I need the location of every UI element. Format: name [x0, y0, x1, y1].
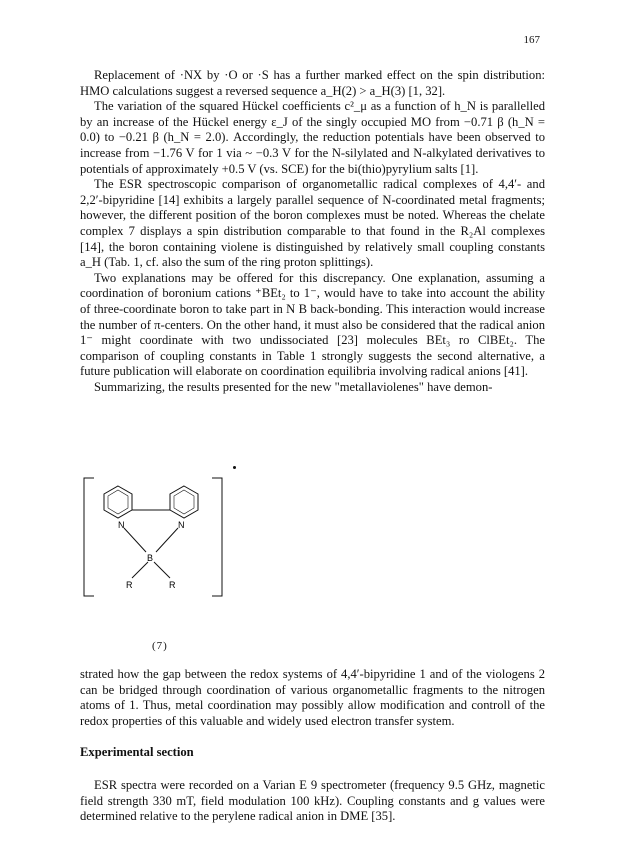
paragraph: The ESR spectroscopic comparison of organometallic radical complexes of 4,4′- and 2,2′-bipyridine [14] exhibits a largely parallel sequence of N-coordinated metal fragments; however, the different position of the boron complexes must be noted. Whereas the chelate complex 7 displays a spin distribution comparable to that found in the R₂Al complexes [14], the boron containing violene is distinguished by relatively small coupling constants a_H (Tab. 1, cf. also the sum of the ring proton splittings). — [80, 177, 545, 270]
paragraph: Summarizing, the results presented for the new "metallaviolenes" have demon- — [94, 379, 493, 394]
paragraph: The variation of the squared Hückel coefficients c²_μ as a function of h_N is parallelled by an increase of the Hückel energy ε_J of the singly occupied MO from −0.71 β (h_N = 0.0) to −0.21 β (h_N = 2.0). Accordingly, the reduction potentials have been observed to increase from −1.76 V for 1 via ~ −0.3 V for the N-silylated and N-alkylated derivatives to potentials of approximately +0.5 V (vs. SCE) for the bi(thio)pyrylium salts [1]. — [80, 99, 545, 176]
nitrogen-left-label: N — [118, 520, 125, 530]
r-left-label: R — [126, 580, 133, 590]
main-text — [80, 68, 545, 395]
page-number: 167 — [523, 34, 540, 46]
nitrogen-right-label: N — [178, 520, 185, 530]
r-right-label: R — [169, 580, 176, 590]
boron-label: B — [147, 553, 154, 563]
continuation-text — [80, 667, 545, 729]
experimental-text — [80, 778, 545, 825]
paragraph: ESR spectra were recorded on a Varian E 9 spectrometer (frequency 9.5 GHz, magnetic field strength 330 mT, field modulation 100 kHz). Coupling constants and g values were determined relative to the perylene radical anion in DME [35]. — [80, 778, 545, 824]
chemical-structure-7 — [80, 466, 240, 656]
paragraph: Replacement of ·NX by ·O or ·S has a further marked effect on the spin distribution: HMO calculations suggest a reversed sequence a_H(2) > a_H(3) [1, 32]. — [80, 68, 545, 98]
compound-label: (7) — [152, 640, 168, 652]
paragraph: strated how the gap between the redox systems of 4,4′-bipyridine 1 and of the viologens 2 can be bridged through coordination of various organometallic fragments to the nitrogen atoms of 1. Thus, metal coordination may possibly allow modification and controll of the redox properties of this valuable and widely used electron transfer system. — [80, 667, 545, 728]
section-heading: Experimental section — [80, 745, 194, 759]
paragraph: Two explanations may be offered for this discrepancy. One explanation, assuming a coordination of boronium cations ⁺BEt₂ to 1⁻, would have to take into account the ability of three-coordinate boron to take part in N B back-bonding. This interaction would increase the number of π-centers. On the other hand, it must also be considered that the radical anion 1⁻ might coordinate with two undissociated [23] molecules BEt₃ ro ClBEt₂. The comparison of coupling constants in Table 1 strongly suggests the second alternative, a future publication will elaborate on coordination equilibria involving radical anions [41]. — [80, 270, 545, 379]
